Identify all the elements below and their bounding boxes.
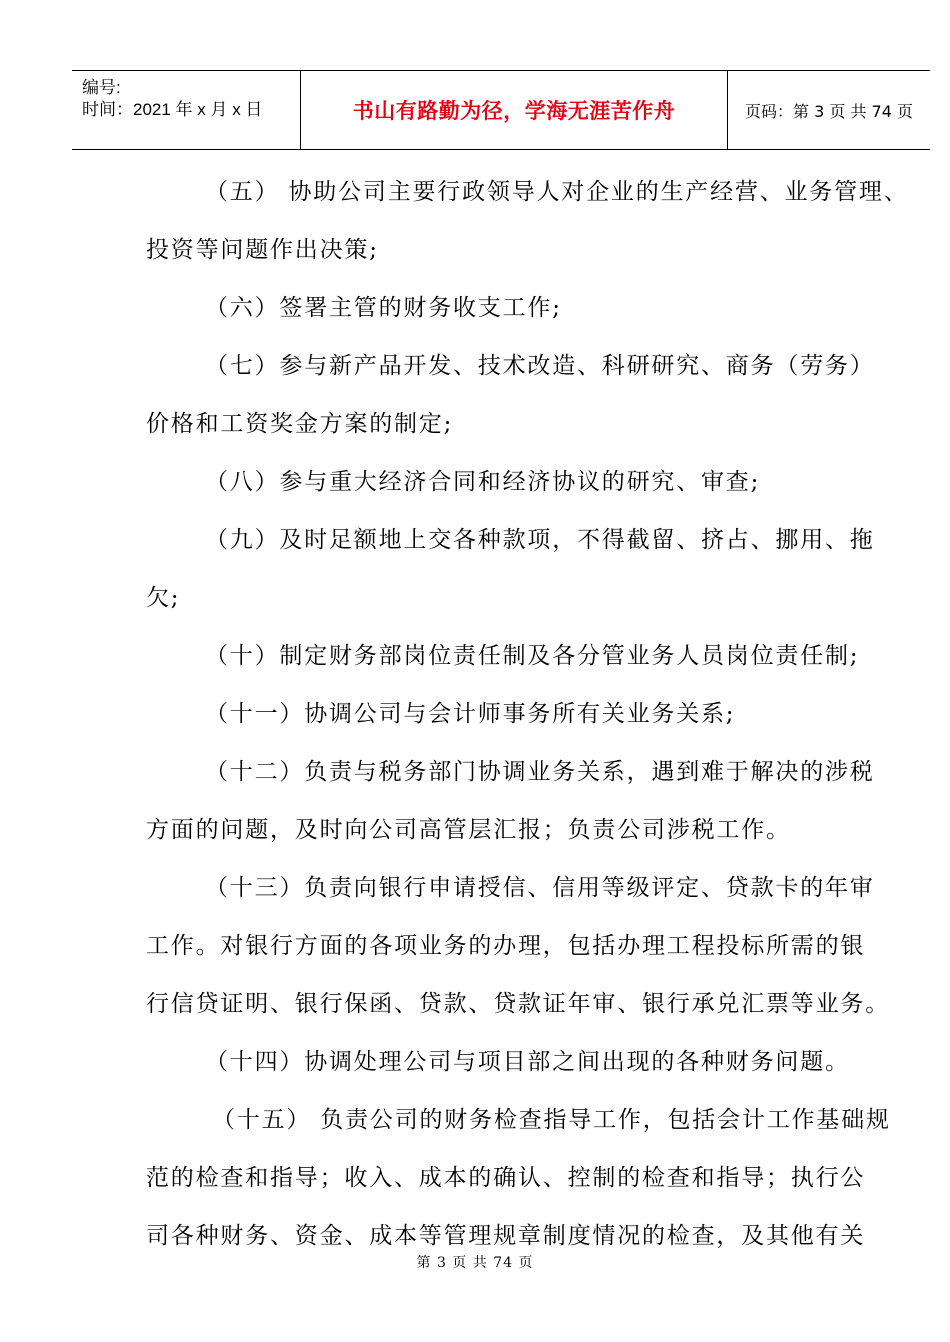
header-page-info: 页码：第 3 页 共 74 页: [745, 101, 913, 121]
document-date: 时间：2021 年 x 月 x 日: [82, 100, 263, 119]
body-line: 价格和工资奖金方案的制定;: [146, 411, 454, 437]
body-line: （十三）负责向银行申请授信、信用等级评定、贷款卡的年审: [205, 875, 875, 901]
body-line: （十一）协调公司与会计师事务所有关业务关系;: [205, 701, 736, 727]
body-line: （七）参与新产品开发、技术改造、科研研究、商务（劳务）: [205, 353, 875, 379]
header-meta: [72, 71, 301, 149]
body-line: （十）制定财务部岗位责任制及各分管业务人员岗位责任制;: [205, 643, 860, 669]
header-motto: 书山有路勤为径，学海无涯苦作舟: [301, 71, 728, 149]
body-line: （十五） 负责公司的财务检查指导工作，包括会计工作基础规: [212, 1107, 891, 1133]
body-line: 司各种财务、资金、成本等管理规章制度情况的检查，及其他有关: [146, 1223, 866, 1249]
page-header: [72, 70, 930, 150]
body-line: 工作。对银行方面的各项业务的办理，包括办理工程投标所需的银: [146, 933, 866, 959]
body-line: （八）参与重大经济合同和经济协议的研究、审查;: [205, 469, 761, 495]
body-line: （五） 协助公司主要行政领导人对企业的生产经营、业务管理、: [205, 179, 909, 205]
body-line: 行信贷证明、银行保函、贷款、贷款证年审、银行承兑汇票等业务。: [146, 991, 890, 1017]
body-line: （十四）协调处理公司与项目部之间出现的各种财务问题。: [205, 1049, 850, 1075]
body-line: （九）及时足额地上交各种款项，不得截留、挤占、挪用、拖: [205, 527, 875, 553]
body-line: （六）签署主管的财务收支工作;: [205, 295, 562, 321]
body-line: 欠;: [146, 585, 181, 611]
body-line: 方面的问题，及时向公司高管层汇报；负责公司涉税工作。: [146, 817, 791, 843]
body-line: 投资等问题作出决策;: [146, 237, 379, 263]
body-line: （十二）负责与税务部门协调业务关系，遇到难于解决的涉税: [205, 759, 875, 785]
body-line: 范的检查和指导；收入、成本的确认、控制的检查和指导；执行公: [146, 1165, 866, 1191]
document-number-label: 编号:: [82, 78, 121, 97]
page-footer: 第 3 页 共 74 页: [416, 1255, 534, 1271]
